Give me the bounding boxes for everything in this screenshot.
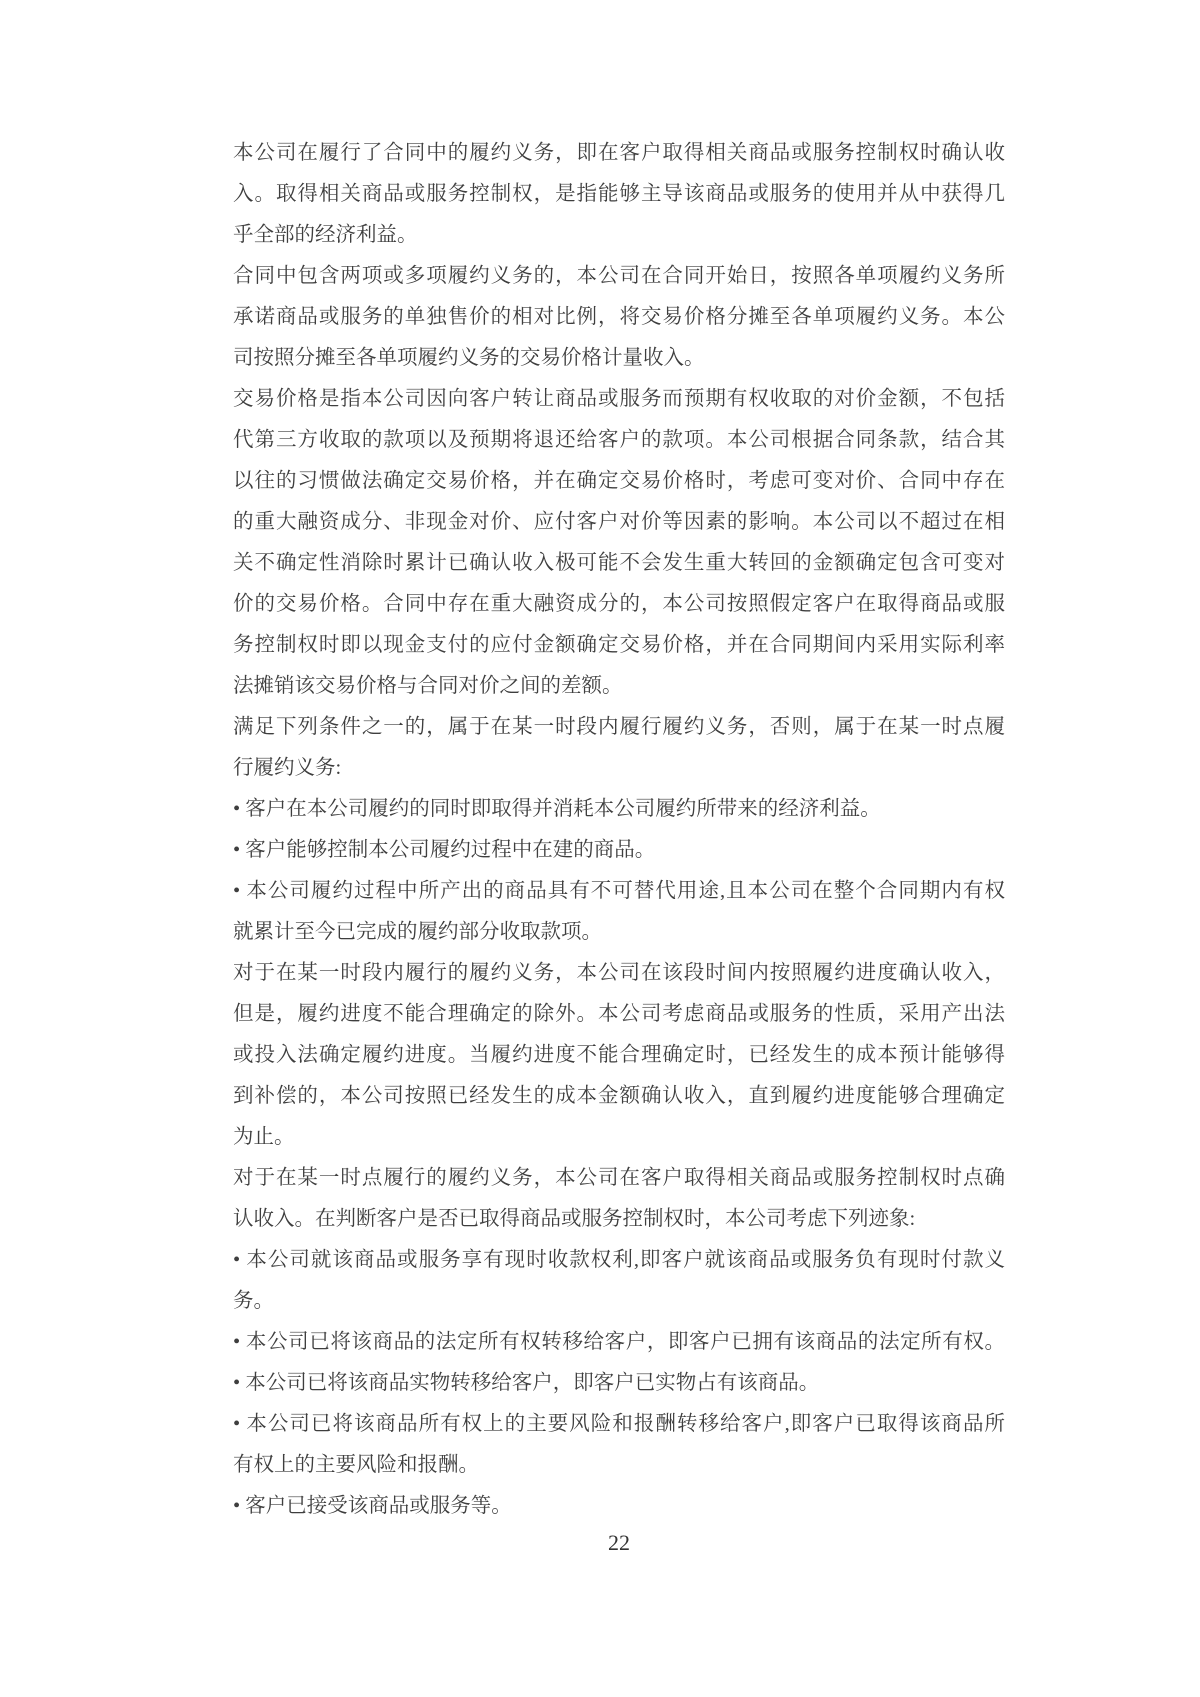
page-number: 22 — [608, 1530, 630, 1555]
bullet-item — [233, 789, 1005, 830]
paragraph — [233, 1158, 1005, 1240]
text-line: 满足下列条件之一的，属于在某一时段内履行履约义务，否则，属于在某一时点履 — [233, 716, 1005, 738]
text-line: • 本公司已将该商品所有权上的主要风险和报酬转移给客户,即客户已取得该商品所 — [233, 1413, 1005, 1435]
bullet-item — [233, 1486, 1005, 1527]
text-line: 承诺商品或服务的单独售价的相对比例，将交易价格分摊至各单项履约义务。本公 — [233, 306, 1005, 328]
text-line: 或投入法确定履约进度。当履约进度不能合理确定时，已经发生的成本预计能够得 — [233, 1044, 1005, 1066]
bullet-item — [233, 830, 1005, 871]
paragraph — [233, 953, 1005, 1158]
text-line: 认收入。在判断客户是否已取得商品或服务控制权时，本公司考虑下列迹象: — [233, 1208, 916, 1230]
text-line: 为止。 — [233, 1126, 295, 1148]
text-line: 入。取得相关商品或服务控制权，是指能够主导该商品或服务的使用并从中获得几 — [233, 183, 1005, 205]
text-line: 乎全部的经济利益。 — [233, 224, 418, 246]
paragraph — [233, 256, 1005, 379]
text-line: • 本公司已将该商品的法定所有权转移给客户，即客户已拥有该商品的法定所有权。 — [233, 1331, 1005, 1353]
text-line: 务。 — [233, 1290, 274, 1312]
text-line: 价的交易价格。合同中存在重大融资成分的，本公司按照假定客户在取得商品或服 — [233, 593, 1005, 615]
paragraph — [233, 707, 1005, 789]
text-line: 对于在某一时段内履行的履约义务，本公司在该段时间内按照履约进度确认收入， — [233, 962, 1005, 984]
bullet-item — [233, 1322, 1005, 1363]
text-line: • 本公司履约过程中所产出的商品具有不可替代用途,且本公司在整个合同期内有权 — [233, 880, 1005, 902]
text-line: 的重大融资成分、非现金对价、应付客户对价等因素的影响。本公司以不超过在相 — [233, 511, 1005, 533]
text-line: 有权上的主要风险和报酬。 — [233, 1454, 479, 1476]
text-line: 关不确定性消除时累计已确认收入极可能不会发生重大转回的金额确定包含可变对 — [233, 552, 1005, 574]
paragraph — [233, 379, 1005, 707]
text-line: • 客户在本公司履约的同时即取得并消耗本公司履约所带来的经济利益。 — [233, 798, 881, 820]
text-line: 代第三方收取的款项以及预期将退还给客户的款项。本公司根据合同条款，结合其 — [233, 429, 1005, 451]
text-line: 到补偿的，本公司按照已经发生的成本金额确认收入，直到履约进度能够合理确定 — [233, 1085, 1005, 1107]
text-line: 合同中包含两项或多项履约义务的，本公司在合同开始日，按照各单项履约义务所 — [233, 265, 1005, 287]
text-line: • 客户已接受该商品或服务等。 — [233, 1495, 512, 1517]
text-line: 但是，履约进度不能合理确定的除外。本公司考虑商品或服务的性质，采用产出法 — [233, 1003, 1005, 1025]
paragraph — [233, 133, 1005, 256]
text-line: 本公司在履行了合同中的履约义务，即在客户取得相关商品或服务控制权时确认收 — [233, 142, 1005, 164]
text-line: • 客户能够控制本公司履约过程中在建的商品。 — [233, 839, 656, 861]
text-line: 法摊销该交易价格与合同对价之间的差额。 — [233, 675, 623, 697]
text-line: • 本公司就该商品或服务享有现时收款权利,即客户就该商品或服务负有现时付款义 — [233, 1249, 1005, 1271]
text-line: 行履约义务: — [233, 757, 342, 779]
text-line: 务控制权时即以现金支付的应付金额确定交易价格，并在合同期间内采用实际利率 — [233, 634, 1005, 656]
document-body — [233, 133, 1005, 1527]
text-line: 以往的习惯做法确定交易价格，并在确定交易价格时，考虑可变对价、合同中存在 — [233, 470, 1005, 492]
text-line: • 本公司已将该商品实物转移给客户，即客户已实物占有该商品。 — [233, 1372, 820, 1394]
bullet-item — [233, 871, 1005, 953]
text-line: 司按照分摊至各单项履约义务的交易价格计量收入。 — [233, 347, 705, 369]
text-line: 交易价格是指本公司因向客户转让商品或服务而预期有权收取的对价金额，不包括 — [233, 388, 1005, 410]
text-line: 就累计至今已完成的履约部分收取款项。 — [233, 921, 602, 943]
bullet-item — [233, 1404, 1005, 1486]
text-line: 对于在某一时点履行的履约义务，本公司在客户取得相关商品或服务控制权时点确 — [233, 1167, 1005, 1189]
bullet-item — [233, 1363, 1005, 1404]
page-footer — [233, 1528, 1005, 1558]
bullet-item — [233, 1240, 1005, 1322]
